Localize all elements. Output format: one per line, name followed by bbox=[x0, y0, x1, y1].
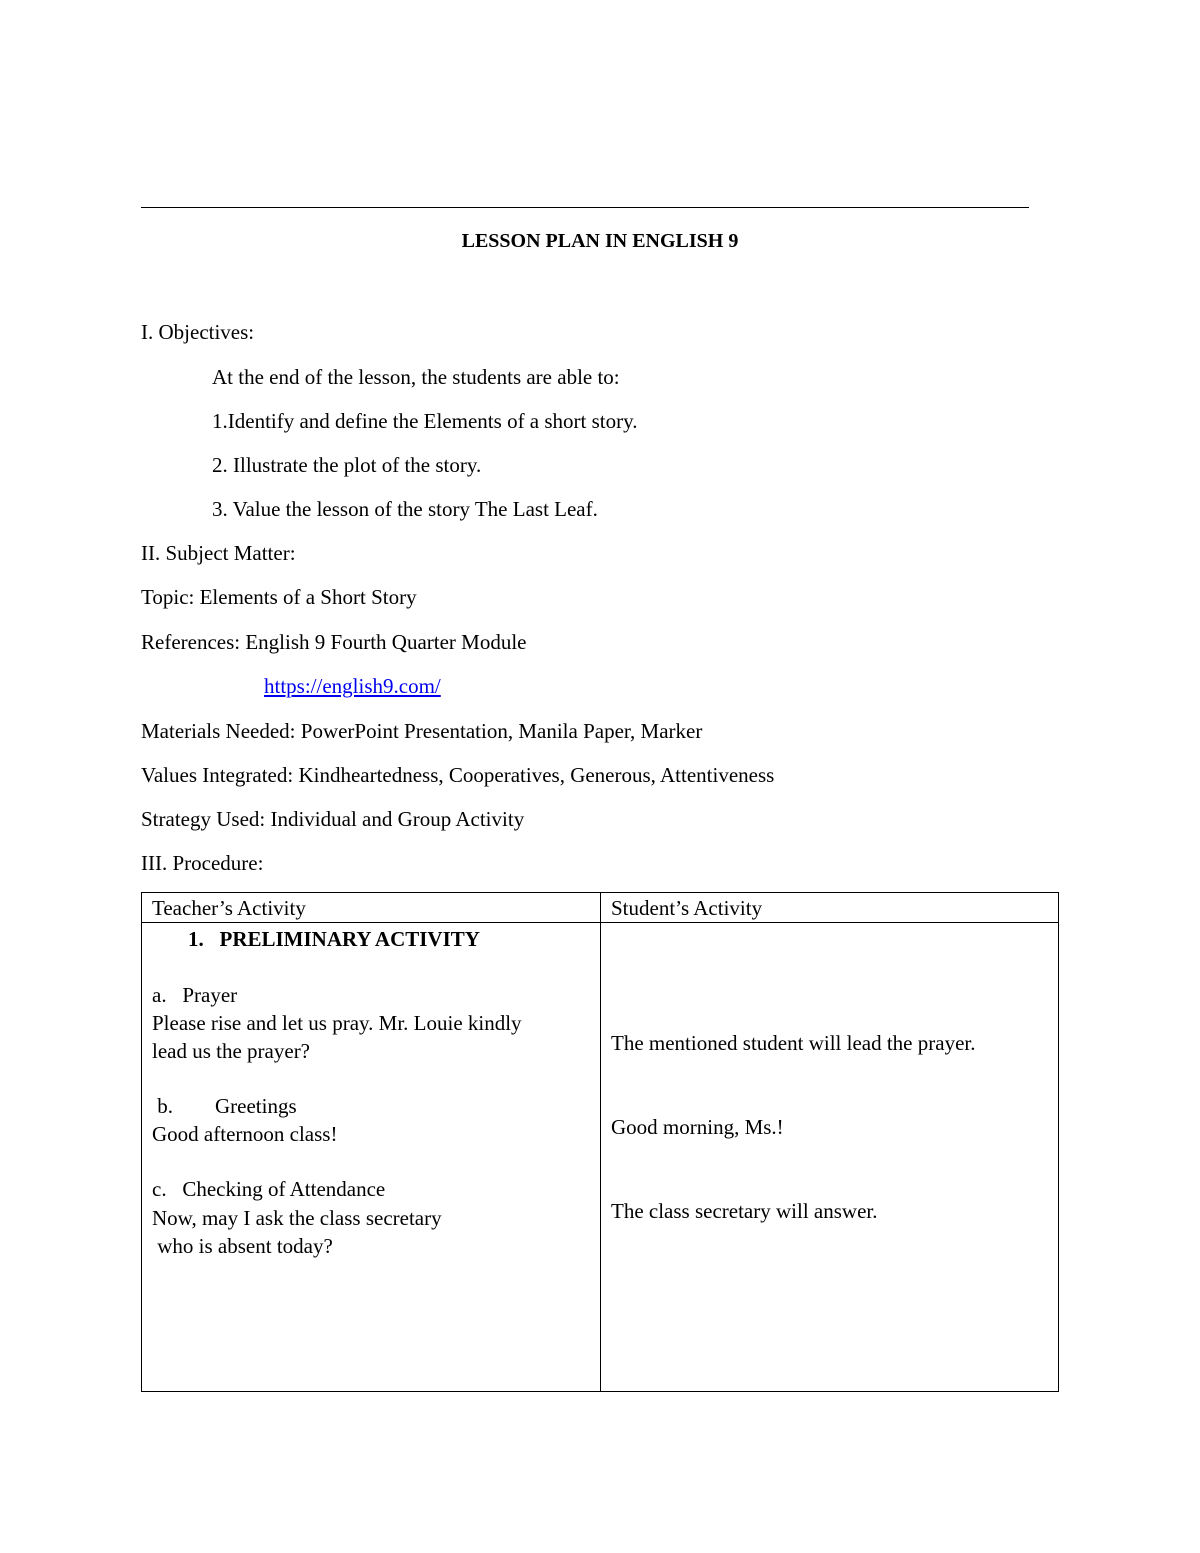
student-attendance-response: The class secretary will answer. bbox=[611, 1199, 878, 1223]
top-rule bbox=[141, 207, 1029, 208]
procedure-table bbox=[141, 892, 1059, 1392]
student-activity-cell bbox=[601, 923, 1059, 1392]
objective-item-3: 3. Value the lesson of the story The Last Leaf. bbox=[212, 497, 598, 521]
procedure-heading: III. Procedure: bbox=[141, 851, 264, 875]
prayer-text-2: lead us the prayer? bbox=[152, 1039, 311, 1063]
teacher-column-header bbox=[142, 893, 601, 923]
section-heading: 1. PRELIMINARY ACTIVITY bbox=[188, 927, 480, 951]
objective-item-2: 2. Illustrate the plot of the story. bbox=[212, 453, 482, 477]
attendance-text-2: who is absent today? bbox=[152, 1234, 333, 1258]
strategy-line: Strategy Used: Individual and Group Activity bbox=[141, 807, 525, 831]
subject-matter-heading: II. Subject Matter: bbox=[141, 541, 296, 565]
topic-line: Topic: Elements of a Short Story bbox=[141, 585, 417, 609]
teacher-activity-cell bbox=[142, 923, 601, 1392]
greetings-text: Good afternoon class! bbox=[152, 1122, 338, 1146]
student-prayer-response: The mentioned student will lead the prayer. bbox=[611, 1031, 976, 1055]
objectives-intro: At the end of the lesson, the students are able to: bbox=[212, 365, 620, 389]
student-column-header bbox=[601, 893, 1059, 923]
materials-line: Materials Needed: PowerPoint Presentation, Manila Paper, Marker bbox=[141, 719, 703, 743]
attendance-label: c. Checking of Attendance bbox=[152, 1177, 386, 1201]
teacher-column-label: Teacher’s Activity bbox=[152, 896, 306, 920]
reference-link[interactable]: https://english9.com/ bbox=[264, 674, 441, 698]
prayer-label: a. Prayer bbox=[152, 983, 238, 1007]
objectives-heading: I. Objectives: bbox=[141, 320, 255, 344]
table-header-row bbox=[142, 893, 1059, 923]
table-row bbox=[142, 923, 1059, 1392]
references-line: References: English 9 Fourth Quarter Module bbox=[141, 630, 527, 654]
greetings-label: b. Greetings bbox=[152, 1094, 297, 1118]
attendance-text-1: Now, may I ask the class secretary bbox=[152, 1206, 442, 1230]
objective-item-1: 1.Identify and define the Elements of a short story. bbox=[212, 409, 638, 433]
student-column-label: Student’s Activity bbox=[611, 896, 763, 920]
student-greeting-response: Good morning, Ms.! bbox=[611, 1115, 784, 1139]
page-title: LESSON PLAN IN ENGLISH 9 bbox=[461, 230, 739, 252]
prayer-text-1: Please rise and let us pray. Mr. Louie kindly bbox=[152, 1011, 522, 1035]
values-line: Values Integrated: Kindheartedness, Cooperatives, Generous, Attentiveness bbox=[141, 763, 775, 787]
